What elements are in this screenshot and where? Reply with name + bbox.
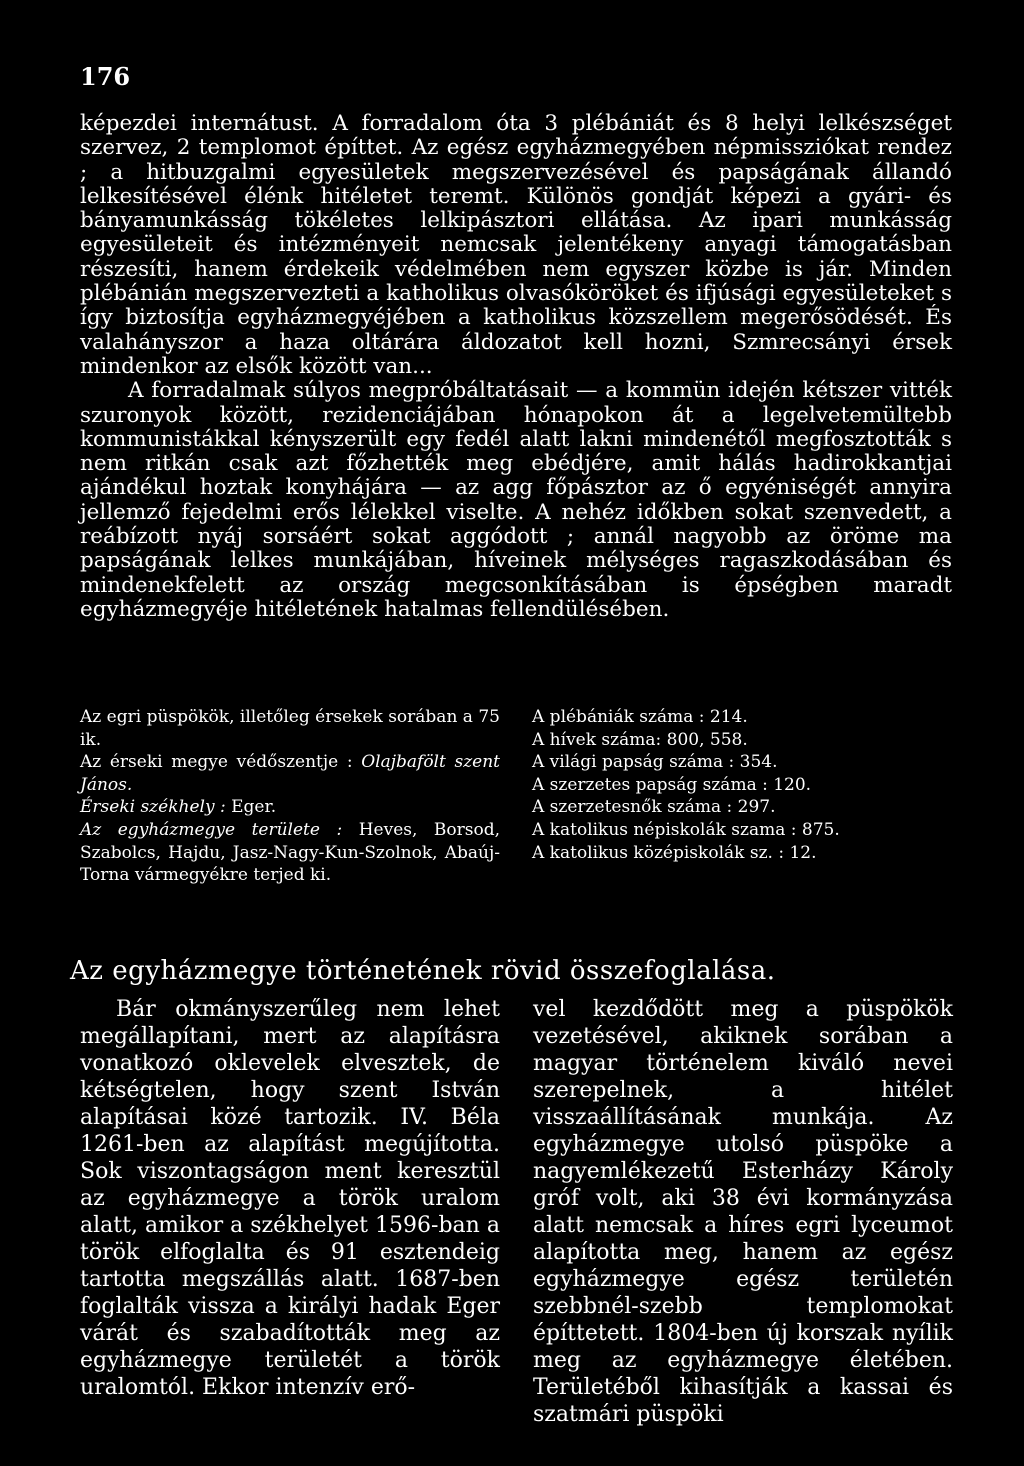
history-column-right: vel kezdődött meg a püspökök vezetésével, akiknek sorában a magyar történelem kiváló nevei szerepelnek, a hitélet visszaállításának munkája. Az egyházmegye utolsó püspöke a nagyemlékezetű Esterházy Károly gróf volt, aki 38 évi kormányzása alatt nemcsak a híres egri lyceumot alapította meg, hanem az egész egyházmegye egész területén szebbnél-szebb templomokat építtetett. 1804-ben új korszak nyílik meg az egyházmegye életében. Területéből kihasítják a kassai és szatmári püspöki xyxy=(533,997,953,1427)
page-number: 176 xyxy=(80,62,131,91)
stat-line: A világi papság száma : 354. xyxy=(532,752,778,773)
seat: Érseki székhely : Eger. xyxy=(80,797,277,818)
history-column-left: Bár okmányszerűleg nem lehet megállapítani, mert az alapításra vonatkozó oklevelek elvesztek, de kétségtelen, hogy szent István alapításai közé tartozik. IV. Béla 1261-ben az alapítást megújította. Sok viszontagságon ment keresztül az egyházmegye a török uralom alatt, amikor a székhelyet 1596-ban a török elfoglalta és 91 esztendeig tartotta megszállás alatt. 1687-ben foglalták vissza a királyi hadak Eger várát és szabadították meg az egyházmegye területét a török uralomtól. Ekkor intenzív erő- xyxy=(80,997,500,1400)
section-title: Az egyházmegye történetének rövid összefoglalása. xyxy=(70,956,776,986)
diocese-statistics xyxy=(532,706,952,864)
main-text xyxy=(80,112,952,622)
stat-line: A hívek száma: 800, 558. xyxy=(532,729,748,750)
stat-line: A katolikus népiskolák szama : 875. xyxy=(532,819,840,840)
territory: Az egyházmegye területe : Heves, Borsod, Szabolcs, Hajdu, Jasz-Nagy-Kun-Szolnok, Abaúj-Torna vármegyékre terjed ki. xyxy=(80,819,500,886)
stat-line: A szerzetes papság száma : 120. xyxy=(532,774,812,795)
bishop-order: Az egri püspökök, illetőleg érsekek sorában a 75 ik. xyxy=(80,707,500,750)
stat-line: A szerzetesnők száma : 297. xyxy=(532,797,776,818)
paragraph: képezdei internátust. A forradalom óta 3 plébániát és 8 helyi lelkészséget szervez, 2 templomot építtet. Az egész egyházmegyében népmissziókat rendez ; a hitbuzgalmi egyesületek megszervezésével és papságának állandó lelkesítésével élénk hitéletet teremt. Különös gondját képezi a gyári- és bányamunkásság tökéletes lelkipásztori ellátása. Az ipari munkásság egyesületeit és intézményeit nemcsak jelentékeny anyagi támogatásban részesíti, hanem érdekeik védelmében nem egyszer közbe is jár. Minden plébánián megszervezteti a katholikus olvasóköröket és ifjúsági egyesületeket s így biztosítja egyházmegyéjében a katholikus közszellem megerősödését. És valahányszor a haza oltárára áldozatot kell hozni, Szmrecsányi érsek mindenkor az elsők között van... xyxy=(80,111,952,379)
stat-line: A katolikus középiskolák sz. : 12. xyxy=(532,842,817,863)
paragraph: A forradalmak súlyos megpróbáltatásait — a kommün idején kétszer vitték szuronyok között, rezidenciájában hónapokon át a legelvetemültebb kommunistákkal kényszerült egy fedél alatt lakni mindenétől megfosztották s nem ritkán csak azt főzhették meg ebédjére, amit hálás hadirokkantjai ajándékul hoztak konyhájára — az agg főpásztor az ő egyéniségét annyira jellemző fejedelmi erős lélekkel viselte. A nehéz időkben sokat szenvedett, a reábízott nyáj sorsáért sokat aggódott ; annál nagyobb az öröme ma papságának lelkes munkájában, híveinek mélységes ragaszkodásában és mindenekfelett az ország megcsonkításában is épségben maradt egyházmegyéje hitéletének hatalmas fellendülésében. xyxy=(80,378,952,622)
patron-saint: Az érseki megye védőszentje : Olajbafölt szent János. xyxy=(80,752,500,795)
stat-line: A plébániák száma : 214. xyxy=(532,707,748,727)
diocese-facts xyxy=(80,706,500,887)
